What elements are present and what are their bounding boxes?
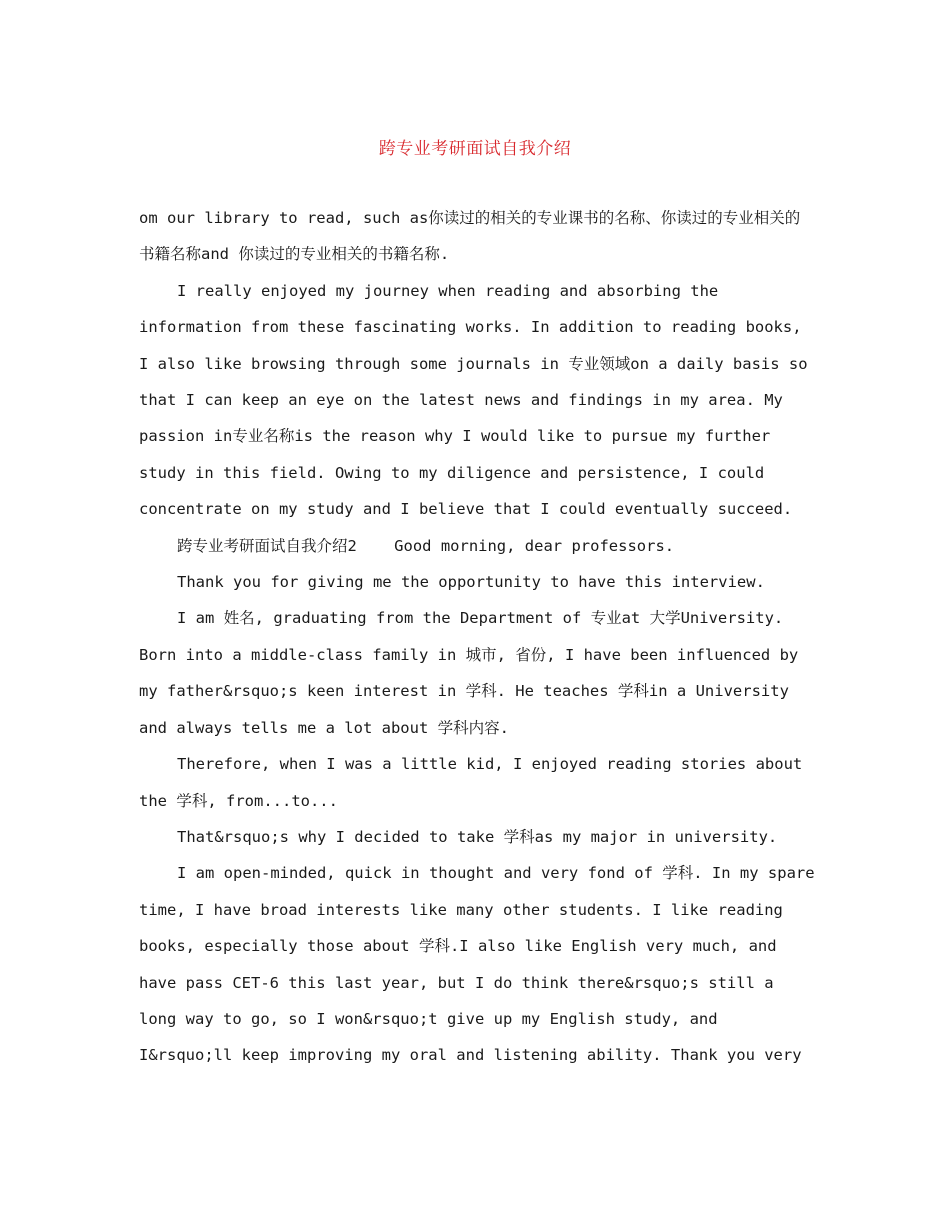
paragraph-6: Therefore, when I was a little kid, I enjoyed reading stories about the 学科, from...to... bbox=[139, 755, 812, 810]
paragraph-5: I am 姓名, graduating from the Department of 专业at 大学University. Born into a middle-class family in 城市, 省份, I have been influenced by my father&rsquo;s keen interest in 学科. He teaches 学科in a University and always tells me a lot about 学科内容. bbox=[139, 609, 808, 737]
paragraph-7: That&rsquo;s why I decided to take 学科as my major in university. bbox=[177, 827, 778, 846]
paragraph-4: Thank you for giving me the opportunity to have this interview. bbox=[177, 573, 765, 592]
document-body bbox=[139, 200, 824, 1074]
paragraph-8: I am open-minded, quick in thought and very fond of 学科. In my spare time, I have broad interests like many other students. I like reading books, especially those about 学科.I also like English very much, and have pass CET-6 this last year, but I do think there&rsquo;s still a long way to go, so I won&rsquo;t give up my English study, and I&rsquo;ll keep improving my oral and listening ability. Thank you very bbox=[139, 864, 824, 1065]
paragraph-2: I really enjoyed my journey when reading and absorbing the information from these fascinating works. In addition to reading books, I also like browsing through some journals in 专业领域on a daily basis so that I can keep an eye on the latest news and findings in my area. My passion in专业名称is the reason why I would like to pursue my further study in this field. Owing to my diligence and persistence, I could concentrate on my study and I believe that I could eventually succeed. bbox=[139, 281, 817, 519]
paragraph-3: 跨专业考研面试自我介绍2 Good morning, dear professors. bbox=[177, 536, 675, 555]
paragraph-1: om our library to read, such as你读过的相关的专业课书的名称、你读过的专业相关的书籍名称and 你读过的专业相关的书籍名称. bbox=[139, 209, 801, 264]
document-title: 跨专业考研面试自我介绍 bbox=[378, 139, 572, 159]
